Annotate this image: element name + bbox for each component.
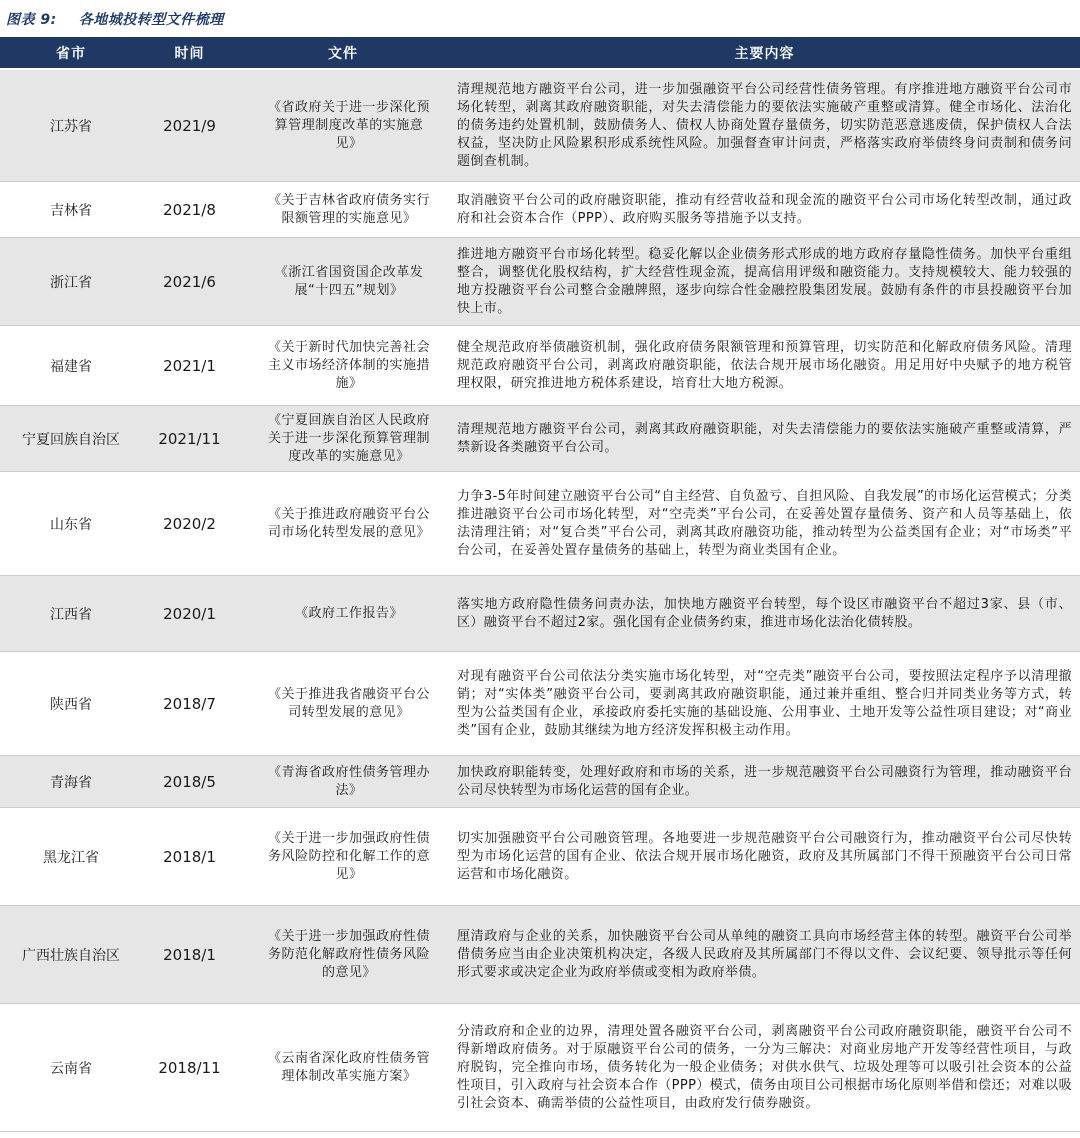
table-header [0, 37, 1080, 68]
table-body [0, 70, 1080, 1132]
document-cell: 《宁夏回族自治区人民政府关于进一步深化预算管理制度改革的实施意见》 [267, 412, 430, 464]
content-text: 分清政府和企业的边界，清理处置各融资平台公司，剥离融资平台公司政府融资职能，融资平台公司不得新增政府债务。对于原融资平台公司的债务，一分为三解决：对商业房地产开发等经营性项目，与政府脱钩，完全推向市场，债务转化为一般企业债务；对供水供气、垃圾处理等可以吸引社会资本的公益性项目，引入政府与社会资本合作（PPP）模式，债务由项目公司根据市场化原则举借和偿还；对难以吸引社会资本、确需举债的公益性项目，由政府发行债券融资。 [457, 1023, 1072, 1111]
table-row [0, 182, 1080, 238]
province-cell: 青海省 [50, 774, 92, 791]
province-cell: 陕西省 [50, 696, 92, 713]
province-cell: 浙江省 [50, 274, 92, 291]
table-row [0, 808, 1080, 906]
document-cell: 《关于进一步加强政府性债务防范化解政府性债务风险的意见》 [267, 928, 430, 980]
province-cell: 吉林省 [50, 202, 92, 219]
time-cell: 2021/8 [163, 200, 216, 219]
content-cell [449, 906, 1080, 1003]
document-cell: 《浙江省国资国企改革发展“十四五”规划》 [274, 264, 424, 298]
time-cell: 2018/1 [163, 847, 216, 866]
content-cell [449, 182, 1080, 237]
province-cell: 云南省 [50, 1060, 92, 1077]
content-text: 推进地方融资平台市场化转型。稳妥化解以企业债务形式形成的地方政府存量隐性债务。加快平台重组整合，调整优化股权结构，扩大经营性现金流，提高信用评级和融资能力。支持规模较大、能力较强的地方投融资平台公司整合金融牌照，逐步向综合性金融控股集团发展。鼓励有条件的市县投融资平台加快上市。 [457, 246, 1072, 316]
content-cell [449, 472, 1080, 575]
content-text: 切实加强融资平台公司融资管理。各地要进一步规范融资平台公司融资行为，推动融资平台公司尽快转型为市场化运营的国有企业、依法合规开展市场化融资，政府及其所属部门不得干预融资平台公司日常运营和市场化融资。 [457, 830, 1072, 882]
document-cell: 《关于新时代加快完善社会主义市场经济体制的实施措施》 [267, 339, 430, 391]
content-text: 清理规范地方融资平台公司，进一步加强融资平台公司经营性债务管理。有序推进地方融资平台公司市场化转型，剥离其政府融资职能，对失去清偿能力的要依法实施破产重整或清算。健全市场化、法治化的债务违约处置机制，鼓励债务人、债权人协商处置存量债务，切实防范恶意逃废债，保护债权人合法权益，坚决防止风险累积形成系统性风险。加强督查审计问责，严格落实政府举债终身问责制和债务问题倒查机制。 [457, 81, 1072, 169]
document-cell: 《政府工作报告》 [294, 605, 403, 621]
time-cell: 2021/11 [158, 429, 221, 448]
province-cell: 黑龙江省 [43, 849, 99, 866]
table-row [0, 1004, 1080, 1132]
content-cell [449, 406, 1080, 471]
content-cell [449, 756, 1080, 807]
time-cell: 2018/11 [158, 1058, 221, 1077]
content-text: 厘清政府与企业的关系，加快融资平台公司从单纯的融资工具向市场经营主体的转型。融资平台公司举借债务应当由企业决策机构决定，各级人民政府及其所属部门不得以文件、会议纪要、领导批示等任何形式要求或决定企业为政府举债或变相为政府举债。 [457, 928, 1072, 980]
content-cell [449, 576, 1080, 651]
document-cell: 《关于进一步加强政府性债务风险防控和化解工作的意见》 [267, 830, 430, 882]
time-cell: 2018/1 [163, 945, 216, 964]
header-content: 主要内容 [734, 45, 795, 62]
header-document: 文件 [328, 45, 358, 62]
table-row [0, 906, 1080, 1004]
document-cell: 《关于推进我省融资平台公司转型发展的意见》 [267, 686, 430, 720]
time-cell: 2018/7 [163, 694, 216, 713]
province-cell: 山东省 [50, 516, 92, 533]
time-cell: 2021/6 [163, 272, 216, 291]
document-cell: 《青海省政府性债务管理办法》 [267, 764, 430, 798]
figure-label: 图表 9: [6, 12, 57, 28]
content-text: 对现有融资平台公司依法分类实施市场化转型，对“空壳类”融资平台公司，要按照法定程序予以清理撤销；对“实体类”融资平台公司，要剥离其政府融资职能，通过兼并重组、整合归并同类业务等方式，转型为公益类国有企业，承接政府委托实施的基础设施、公用事业、土地开发等公益性项目建设；对“商业类”国有企业，鼓励其继续为地方经济发挥积极主动作用。 [457, 668, 1072, 738]
province-cell: 江苏省 [50, 118, 92, 135]
table-row [0, 70, 1080, 182]
document-cell: 《省政府关于进一步深化预算管理制度改革的实施意见》 [267, 99, 430, 151]
province-cell: 广西壮族自治区 [22, 947, 120, 964]
table-row [0, 326, 1080, 406]
content-cell [449, 238, 1080, 325]
content-cell [449, 326, 1080, 405]
table-row [0, 756, 1080, 808]
content-text: 取消融资平台公司的政府融资职能，推动有经营收益和现金流的融资平台公司市场化转型改制，通过政府和社会资本合作（PPP）、政府购买服务等措施予以支持。 [457, 192, 1072, 226]
content-text: 加快政府职能转变，处理好政府和市场的关系，进一步规范融资平台公司融资行为管理，推动融资平台公司尽快转型为市场化运营的国有企业。 [457, 764, 1072, 798]
table-row [0, 652, 1080, 756]
table-row [0, 472, 1080, 576]
content-cell [449, 1004, 1080, 1131]
content-text: 健全规范政府举债融资机制，强化政府债务限额管理和预算管理，切实防范和化解政府债务风险。清理规范政府融资平台公司，剥离政府融资职能，依法合规开展市场化融资。用足用好中央赋予的地方税管理权限，研究推进地方税体系建设，培育壮大地方税源。 [457, 339, 1072, 391]
content-cell [449, 808, 1080, 905]
table-row [0, 406, 1080, 472]
figure-caption [6, 8, 224, 30]
province-cell: 宁夏回族自治区 [22, 431, 120, 448]
document-cell: 《云南省深化政府性债务管理体制改革实施方案》 [267, 1050, 430, 1084]
province-cell: 福建省 [50, 358, 92, 375]
table-row [0, 238, 1080, 326]
header-time: 时间 [174, 45, 205, 62]
content-cell [449, 652, 1080, 755]
time-cell: 2020/1 [163, 604, 216, 623]
content-text: 落实地方政府隐性债务问责办法，加快地方融资平台转型，每个设区市融资平台不超过3家、县（市、区）融资平台不超过2家。强化国有企业债务约束，推进市场化法治化债转股。 [457, 596, 1072, 630]
content-text: 清理规范地方融资平台公司，剥离其政府融资职能，对失去清偿能力的要依法实施破产重整或清算，严禁新设各类融资平台公司。 [457, 421, 1072, 455]
time-cell: 2021/9 [163, 116, 216, 135]
province-cell: 江西省 [50, 606, 92, 623]
document-cell: 《关于推进政府融资平台公司市场化转型发展的意见》 [267, 506, 430, 540]
document-cell: 《关于吉林省政府债务实行限额管理的实施意见》 [267, 192, 430, 226]
time-cell: 2018/5 [163, 772, 216, 791]
header-province: 省市 [56, 45, 86, 62]
content-cell [449, 70, 1080, 181]
time-cell: 2020/2 [163, 514, 216, 533]
time-cell: 2021/1 [163, 356, 216, 375]
table-row [0, 576, 1080, 652]
figure-title: 各地城投转型文件梳理 [78, 12, 224, 28]
content-text: 力争3-5年时间建立融资平台公司“自主经营、自负盈亏、自担风险、自我发展”的市场化运营模式；分类推进融资平台公司市场化转型，对“空壳类”平台公司，在妥善处置存量债务、资产和人员等基础上，依法清理注销；对“复合类”平台公司，剥离其政府融资功能，推动转型为公益类国有企业；对“市场类”平台公司，在妥善处置存量债务的基础上，转型为商业类国有企业。 [457, 488, 1072, 558]
